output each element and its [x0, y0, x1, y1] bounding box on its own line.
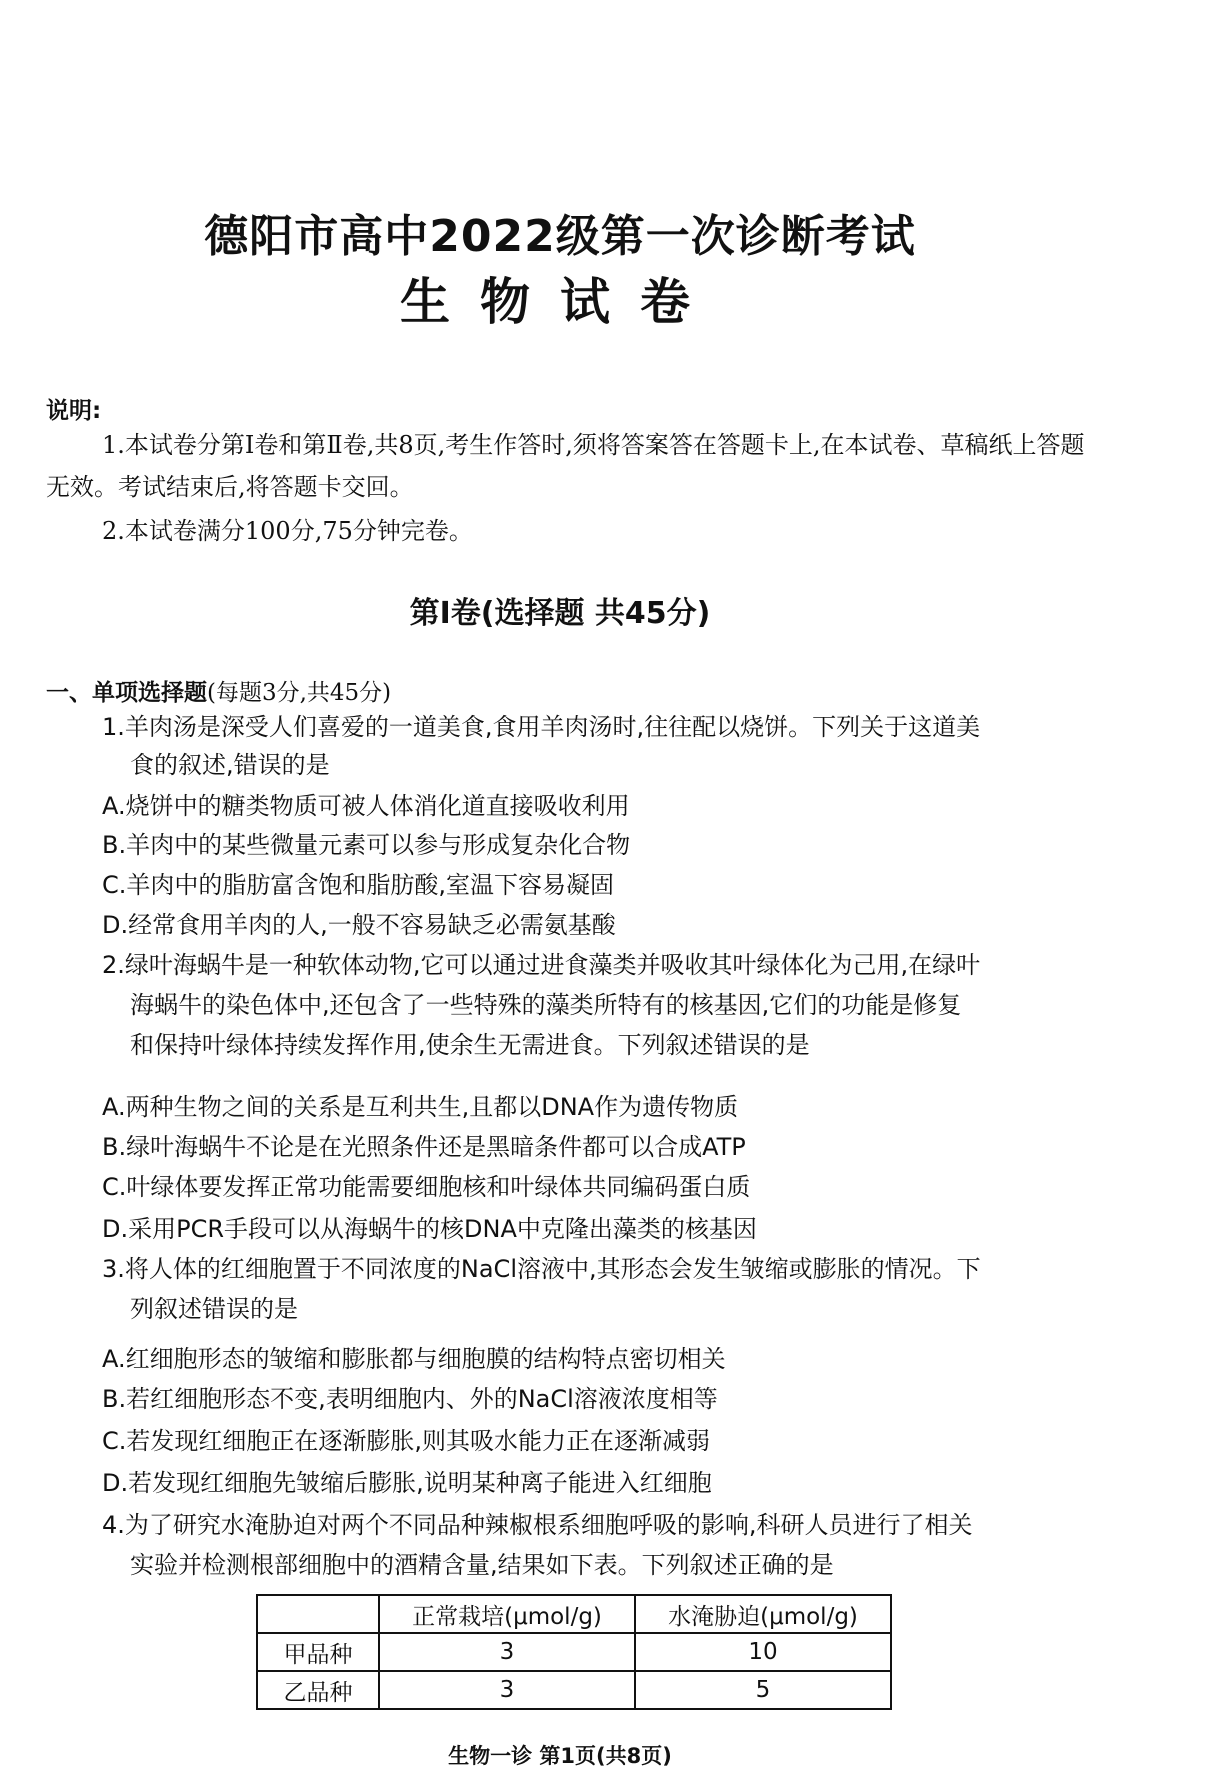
question-4-stem-line-1: 4.为了研究水淹胁迫对两个不同品种辣椒根系细胞呼吸的影响,科研人员进行了相关 [102, 1511, 973, 1539]
table-header-cell [257, 1595, 379, 1633]
results-table-wrapper [256, 1594, 892, 1710]
page-footer: 生物一诊 第1页(共8页) [448, 1744, 672, 1768]
table-cell: 5 [635, 1671, 891, 1709]
question-1-option-a: A.烧饼中的糖类物质可被人体消化道直接吸收利用 [102, 792, 630, 820]
question-3-stem-line-1: 3.将人体的红细胞置于不同浓度的NaCl溶液中,其形态会发生皱缩或膨胀的情况。下 [102, 1255, 981, 1283]
table-row [257, 1633, 891, 1671]
question-2-stem-line-3: 和保持叶绿体持续发挥作用,使余生无需进食。下列叙述错误的是 [130, 1031, 810, 1059]
question-2-option-a: A.两种生物之间的关系是互利共生,且都以DNA作为遗传物质 [102, 1093, 739, 1121]
instruction-item-1: 1.本试卷分第Ⅰ卷和第Ⅱ卷,共8页,考生作答时,须将答案答在答题卡上,在本试卷、草稿纸上答题无效。考试结束后,将答题卡交回。 [46, 431, 1085, 501]
table-cell: 10 [635, 1633, 891, 1671]
table-row [257, 1671, 891, 1709]
question-2-stem-line-1: 2.绿叶海蜗牛是一种软体动物,它可以通过进食藻类并吸收其叶绿体化为己用,在绿叶 [102, 951, 981, 979]
question-1-stem-line-2: 食的叙述,错误的是 [130, 751, 330, 779]
table-cell: 乙品种 [257, 1671, 379, 1709]
table-cell: 3 [379, 1633, 635, 1671]
instructions-label: 说明: [46, 398, 102, 424]
part-heading-note: (每题3分,共45分) [207, 680, 392, 706]
table-header-cell: 正常栽培(μmol/g) [379, 1595, 635, 1633]
exam-title: 德阳市高中2022级第一次诊断考试 [204, 211, 916, 262]
question-3-option-b: B.若红细胞形态不变,表明细胞内、外的NaCl溶液浓度相等 [102, 1385, 718, 1413]
question-1-option-c: C.羊肉中的脂肪富含饱和脂肪酸,室温下容易凝固 [102, 871, 615, 899]
results-table [256, 1594, 892, 1710]
question-1-stem-line-1: 1.羊肉汤是深受人们喜爱的一道美食,食用羊肉汤时,往往配以烧饼。下列关于这道美 [102, 713, 981, 741]
question-2-stem-line-2: 海蜗牛的染色体中,还包含了一些特殊的藻类所特有的核基因,它们的功能是修复 [130, 991, 962, 1019]
table-header-cell: 水淹胁迫(μmol/g) [635, 1595, 891, 1633]
question-4-stem-line-2: 实验并检测根部细胞中的酒精含量,结果如下表。下列叙述正确的是 [130, 1551, 834, 1579]
part-heading [46, 674, 391, 707]
question-2-option-d: D.采用PCR手段可以从海蜗牛的核DNA中克隆出藻类的核基因 [102, 1215, 757, 1243]
question-1-option-d: D.经常食用羊肉的人,一般不容易缺乏必需氨基酸 [102, 911, 616, 939]
instruction-item-2: 2.本试卷满分100分,75分钟完卷。 [102, 517, 473, 545]
question-3-option-c: C.若发现红细胞正在逐渐膨胀,则其吸水能力正在逐渐减弱 [102, 1427, 711, 1455]
question-2-option-c: C.叶绿体要发挥正常功能需要细胞核和叶绿体共同编码蛋白质 [102, 1173, 751, 1201]
table-cell: 甲品种 [257, 1633, 379, 1671]
question-3-option-a: A.红细胞形态的皱缩和膨胀都与细胞膜的结构特点密切相关 [102, 1345, 726, 1373]
section-title: 第Ⅰ卷(选择题 共45分) [409, 596, 711, 631]
part-heading-title: 一、单项选择题 [46, 680, 207, 706]
table-header-row [257, 1595, 891, 1633]
question-2-option-b: B.绿叶海蜗牛不论是在光照条件还是黑暗条件都可以合成ATP [102, 1133, 746, 1161]
exam-subtitle: 生物试卷 [400, 273, 720, 331]
question-1-option-b: B.羊肉中的某些微量元素可以参与形成复杂化合物 [102, 831, 631, 859]
question-3-stem-line-2: 列叙述错误的是 [130, 1295, 298, 1323]
question-3-option-d: D.若发现红细胞先皱缩后膨胀,说明某种离子能进入红细胞 [102, 1469, 712, 1497]
table-cell: 3 [379, 1671, 635, 1709]
